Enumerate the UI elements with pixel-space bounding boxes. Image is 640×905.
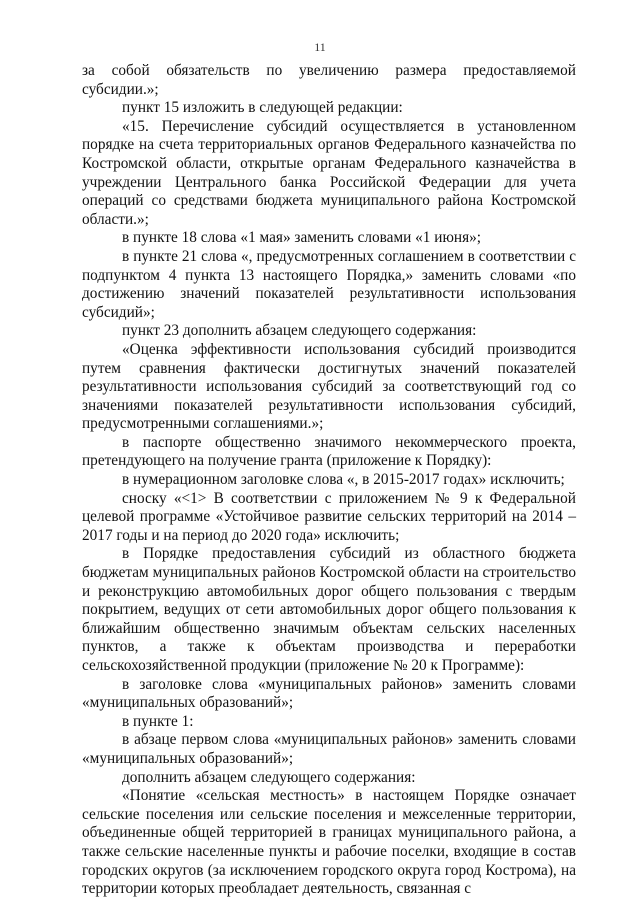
paragraph: сноску «<1> В соответствии с приложением № 9 к Федеральной целевой программе «Устойчивое развитие сельских территорий на 2014 – 2017 годы и на период до 2020 года» исключить;	[82, 489, 576, 544]
paragraph: пункт 23 дополнить абзацем следующего содержания:	[122, 322, 477, 340]
paragraph: в заголовке слова «муниципальных районов» заменить словами «муниципальных образований»;	[82, 675, 576, 712]
paragraph: в пункте 18 слова «1 мая» заменить словами «1 июня»;	[122, 229, 482, 247]
paragraph: за собой обязательств по увеличению размера предоставляемой субсидии.»;	[82, 62, 576, 98]
paragraph: «15. Перечисление субсидий осуществляется в установленном порядке на счета территориальных органов Федерального казначейства по Костромской области, открытые органам Федерального казначейства в учреждении Центрального банка Российской Федерации для учета операций со средствами бюджета муниципального района Костромской области.»;	[82, 117, 576, 228]
paragraph: в Порядке предоставления субсидий из областного бюджета бюджетам муниципальных районов Костромской области на строительство и реконструкцию автомобильных дорог общего пользования с твердым покрытием, ведущих от сети автомобильных дорог общего пользования к ближайшим общественно значимым объектам сельских населенных пунктов, а также к объектам производства и переработки сельскохозяйственной продукции (приложение № 20 к Программе):	[82, 545, 576, 674]
page-number: 11	[314, 40, 326, 54]
paragraph: в пункте 21 слова «, предусмотренных соглашением в соответствии с подпунктом 4 пункта 13 настоящего Порядка,» заменить словами «по достижению значений показателей результативности использования субсидий»;	[82, 247, 576, 321]
paragraph: в абзаце первом слова «муниципальных районов» заменить словами «муниципальных образований»;	[82, 731, 576, 767]
paragraph: в пункте 1:	[122, 712, 194, 730]
paragraph: пункт 15 изложить в следующей редакции:	[122, 99, 403, 117]
document-body	[82, 62, 576, 899]
paragraph: в нумерационном заголовке слова «, в 2015-2017 годах» исключить;	[122, 471, 565, 489]
paragraph: «Оценка эффективности использования субсидий производится путем сравнения фактически достигнутых значений показателей результативности использования субсидий за соответствующий год со значениями показателей результативности использования субсидий, предусмотренными соглашениями.»;	[82, 340, 576, 433]
paragraph: в паспорте общественно значимого некоммерческого проекта, претендующего на получение гранта (приложение к Порядку):	[82, 433, 576, 470]
paragraph: «Понятие «сельская местность» в настоящем Порядке означает сельские поселения или сельские поселения и межселенные территории, объединенные общей территорией в границах муниципального района, а также сельские населенные пункты и рабочие поселки, входящие в состав городских округов (за исключением городского округа город Кострома), на территории которых преобладает деятельность, связанная с	[82, 787, 576, 898]
paragraph: дополнить абзацем следующего содержания:	[122, 768, 416, 786]
